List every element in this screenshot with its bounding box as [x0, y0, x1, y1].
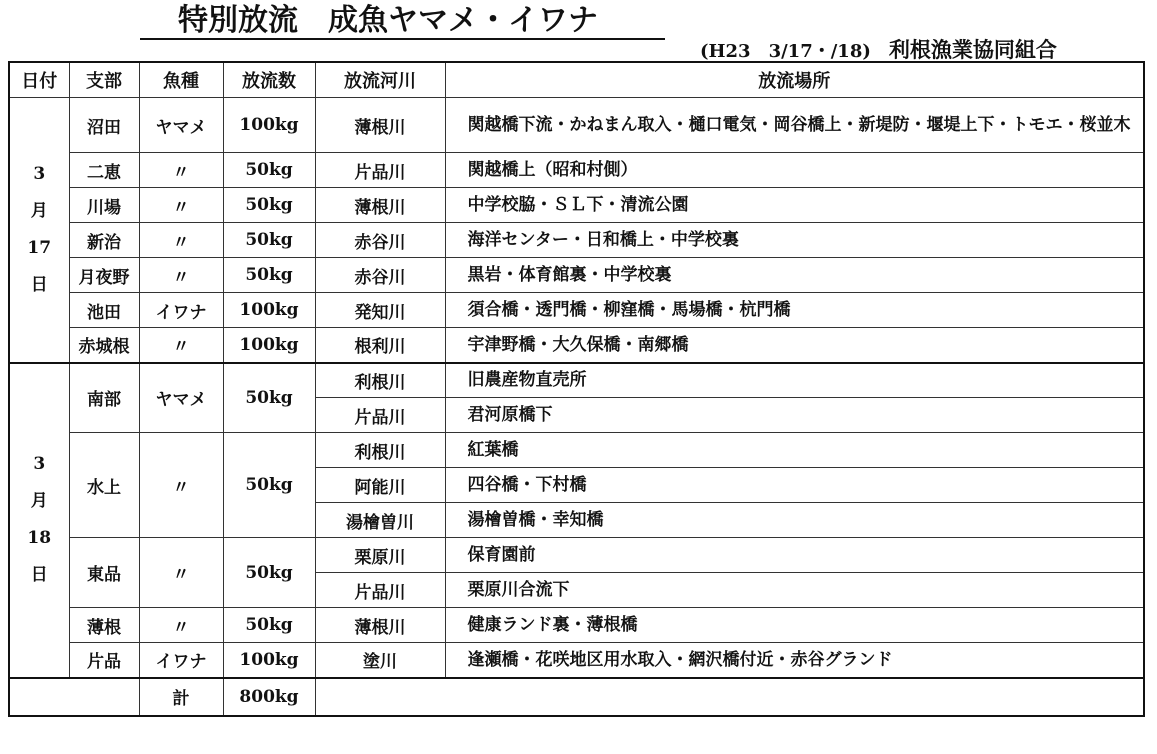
table-row — [9, 293, 1144, 328]
species-cell: ヤマメ — [139, 98, 223, 153]
species-cell: イワナ — [139, 643, 223, 678]
place-cell: 逢瀬橋・花咲地区用水取入・網沢橋付近・赤谷グランド — [445, 643, 1144, 678]
place-cell: 紅葉橋 — [445, 433, 1144, 468]
branch-cell: 沼田 — [69, 98, 139, 153]
river-cell: 根利川 — [315, 328, 445, 363]
total-blank-right — [315, 678, 1144, 716]
amount-cell: 50kg — [223, 608, 315, 643]
species-cell: 〃 — [139, 258, 223, 293]
table-row — [9, 98, 1144, 153]
river-cell: 塗川 — [315, 643, 445, 678]
branch-cell: 月夜野 — [69, 258, 139, 293]
species-cell: 〃 — [139, 328, 223, 363]
table-row — [9, 643, 1144, 678]
place-cell: 保育園前 — [445, 538, 1144, 573]
river-cell: 薄根川 — [315, 608, 445, 643]
species-cell: 〃 — [139, 608, 223, 643]
header-date: 日付 — [9, 62, 69, 98]
place-cell: 須合橋・透門橋・柳窪橋・馬場橋・杭門橋 — [445, 293, 1144, 328]
amount-cell: 100kg — [223, 293, 315, 328]
table-row — [9, 328, 1144, 363]
river-cell: 赤谷川 — [315, 223, 445, 258]
table-row — [9, 538, 1144, 573]
river-cell: 栗原川 — [315, 538, 445, 573]
river-cell: 阿能川 — [315, 468, 445, 503]
document-subtitle — [700, 34, 1057, 64]
branch-cell: 二恵 — [69, 153, 139, 188]
total-row — [9, 678, 1144, 716]
place-cell: 君河原橋下 — [445, 398, 1144, 433]
branch-cell: 片品 — [69, 643, 139, 678]
species-cell: 〃 — [139, 188, 223, 223]
river-cell: 片品川 — [315, 398, 445, 433]
header-place: 放流場所 — [445, 62, 1144, 98]
place-cell: 旧農産物直売所 — [445, 363, 1144, 398]
date-cell-day2: 3 月 18 日 — [9, 363, 69, 678]
place-cell: 中学校脇・ＳＬ下・清流公園 — [445, 188, 1144, 223]
table-row — [9, 433, 1144, 468]
place-cell: 黒岩・体育館裏・中学校裏 — [445, 258, 1144, 293]
amount-cell: 50kg — [223, 433, 315, 538]
river-cell: 利根川 — [315, 363, 445, 398]
branch-cell: 東品 — [69, 538, 139, 608]
table-row — [9, 363, 1144, 398]
place-cell: 四谷橋・下村橋 — [445, 468, 1144, 503]
amount-cell: 50kg — [223, 188, 315, 223]
amount-cell: 50kg — [223, 258, 315, 293]
species-cell: ヤマメ — [139, 363, 223, 433]
amount-cell: 50kg — [223, 223, 315, 258]
total-label: 計 — [139, 678, 223, 716]
table-row — [9, 188, 1144, 223]
header-branch: 支部 — [69, 62, 139, 98]
amount-cell: 100kg — [223, 643, 315, 678]
header-row — [9, 62, 1144, 98]
species-cell: 〃 — [139, 223, 223, 258]
branch-cell: 水上 — [69, 433, 139, 538]
subtitle-organization: 利根漁業協同組合 — [888, 38, 1057, 62]
species-cell: イワナ — [139, 293, 223, 328]
amount-cell: 50kg — [223, 538, 315, 608]
branch-cell: 新治 — [69, 223, 139, 258]
table-row — [9, 153, 1144, 188]
table-row — [9, 608, 1144, 643]
river-cell: 利根川 — [315, 433, 445, 468]
place-cell: 関越橋下流・かねまん取入・樋口電気・岡谷橋上・新堤防・堰堤上下・トモエ・桜並木 — [445, 98, 1144, 153]
river-cell: 片品川 — [315, 153, 445, 188]
place-cell: 宇津野橋・大久保橋・南郷橋 — [445, 328, 1144, 363]
total-blank — [9, 678, 139, 716]
amount-cell: 100kg — [223, 328, 315, 363]
river-cell: 片品川 — [315, 573, 445, 608]
header-river: 放流河川 — [315, 62, 445, 98]
table-row — [9, 258, 1144, 293]
amount-cell: 50kg — [223, 153, 315, 188]
total-amount: 800kg — [223, 678, 315, 716]
river-cell: 赤谷川 — [315, 258, 445, 293]
place-cell: 栗原川合流下 — [445, 573, 1144, 608]
place-cell: 海洋センター・日和橋上・中学校裏 — [445, 223, 1144, 258]
river-cell: 発知川 — [315, 293, 445, 328]
branch-cell: 南部 — [69, 363, 139, 433]
river-cell: 薄根川 — [315, 98, 445, 153]
date-cell-day1: 3 月 17 日 — [9, 98, 69, 363]
river-cell: 湯檜曽川 — [315, 503, 445, 538]
place-cell: 関越橋上（昭和村側） — [445, 153, 1144, 188]
header-amount: 放流数 — [223, 62, 315, 98]
document-title: 特別放流 成魚ヤマメ・イワナ — [140, 2, 665, 40]
branch-cell: 赤城根 — [69, 328, 139, 363]
subtitle-dates: (H23 3/17・/18) — [700, 41, 871, 62]
branch-cell: 薄根 — [69, 608, 139, 643]
place-cell: 湯檜曽橋・幸知橋 — [445, 503, 1144, 538]
release-table — [8, 61, 1145, 717]
header-species: 魚種 — [139, 62, 223, 98]
amount-cell: 100kg — [223, 98, 315, 153]
branch-cell: 池田 — [69, 293, 139, 328]
place-cell: 健康ランド裏・薄根橋 — [445, 608, 1144, 643]
branch-cell: 川場 — [69, 188, 139, 223]
amount-cell: 50kg — [223, 363, 315, 433]
species-cell: 〃 — [139, 153, 223, 188]
river-cell: 薄根川 — [315, 188, 445, 223]
species-cell: 〃 — [139, 538, 223, 608]
species-cell: 〃 — [139, 433, 223, 538]
table-row — [9, 223, 1144, 258]
